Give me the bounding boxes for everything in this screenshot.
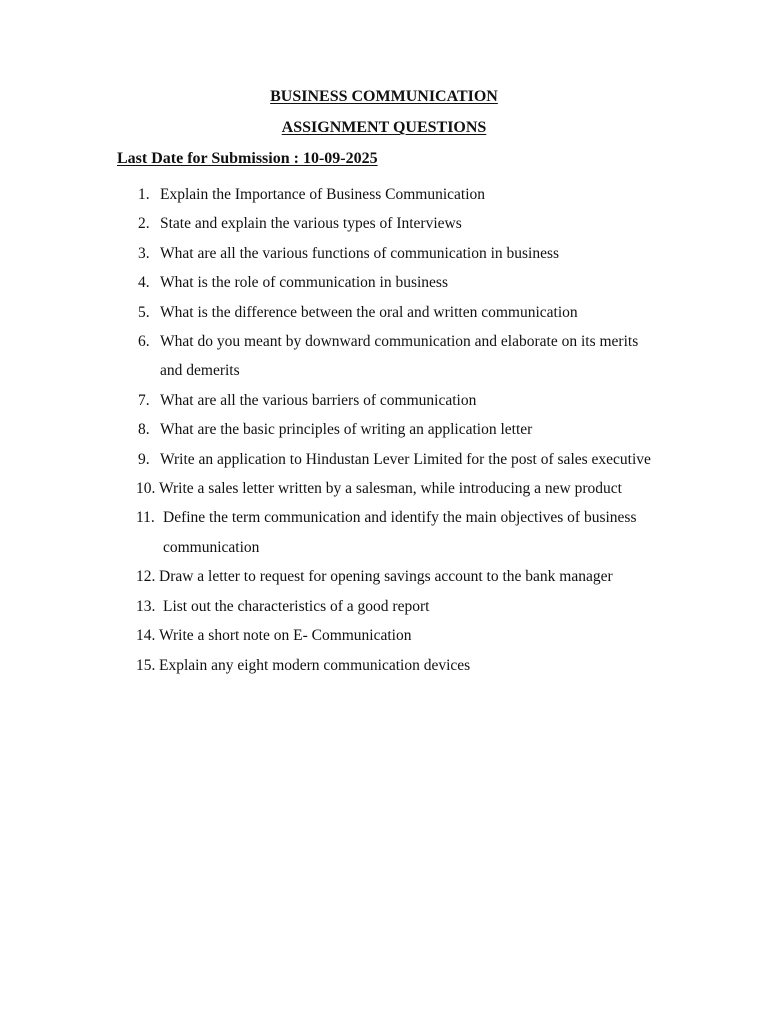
question-number: 1. <box>138 186 150 203</box>
question-list <box>0 180 768 680</box>
question-number: 3. <box>138 244 150 262</box>
question-text: What are the basic principles of writing an application letter <box>160 421 533 439</box>
question-item <box>0 239 660 268</box>
question-text: Explain any eight modern communication devices <box>159 656 471 674</box>
question-text: Draw a letter to request for opening savings account to the bank manager <box>159 568 613 586</box>
question-number: 11. <box>136 509 155 527</box>
question-item <box>0 298 660 327</box>
document-subtitle: ASSIGNMENT QUESTIONS <box>281 119 487 136</box>
question-number: 8. <box>138 421 150 439</box>
question-text: Define the term communication and identify the main objectives of business communication <box>163 509 637 556</box>
question-item <box>0 562 660 591</box>
question-item <box>0 592 660 621</box>
question-text: What do you meant by downward communication and elaborate on its merits and demerits <box>160 333 639 380</box>
question-text: What are all the various barriers of communication <box>160 391 477 409</box>
question-number: 9. <box>138 450 150 468</box>
question-number: 5. <box>138 303 150 321</box>
document-title: BUSINESS COMMUNICATION <box>270 88 498 105</box>
question-text: Write a sales letter written by a salesman, while introducing a new product <box>159 480 622 498</box>
submission-deadline: Last Date for Submission : 10-09-2025 <box>117 150 378 167</box>
question-item <box>0 415 660 444</box>
question-number: 10. <box>136 480 156 498</box>
question-item <box>0 651 660 680</box>
question-item <box>0 474 660 503</box>
question-text: List out the characteristics of a good report <box>163 597 430 615</box>
question-number: 15. <box>136 656 156 674</box>
question-item <box>0 180 660 209</box>
question-number: 2. <box>138 215 150 233</box>
question-item <box>0 209 660 238</box>
question-number: 13. <box>136 597 156 615</box>
question-text: Write an application to Hindustan Lever Limited for the post of sales executive <box>160 450 651 468</box>
question-text: What are all the various functions of communication in business <box>160 244 560 262</box>
question-text: What is the role of communication in business <box>160 274 448 292</box>
question-text: Write a short note on E- Communication <box>159 627 412 645</box>
question-number: 4. <box>138 274 150 292</box>
question-item <box>0 621 660 650</box>
question-item <box>0 386 660 415</box>
question-number: 12. <box>136 568 156 586</box>
question-item <box>0 268 660 297</box>
question-text: Explain the Importance of Business Communication <box>160 186 486 203</box>
question-number: 14. <box>136 627 156 645</box>
question-item <box>0 445 660 474</box>
question-number: 6. <box>138 333 150 351</box>
question-text: What is the difference between the oral and written communication <box>160 303 578 321</box>
question-item <box>0 327 660 386</box>
question-text: State and explain the various types of Interviews <box>160 215 462 233</box>
question-number: 7. <box>138 391 150 409</box>
question-item <box>0 503 660 562</box>
